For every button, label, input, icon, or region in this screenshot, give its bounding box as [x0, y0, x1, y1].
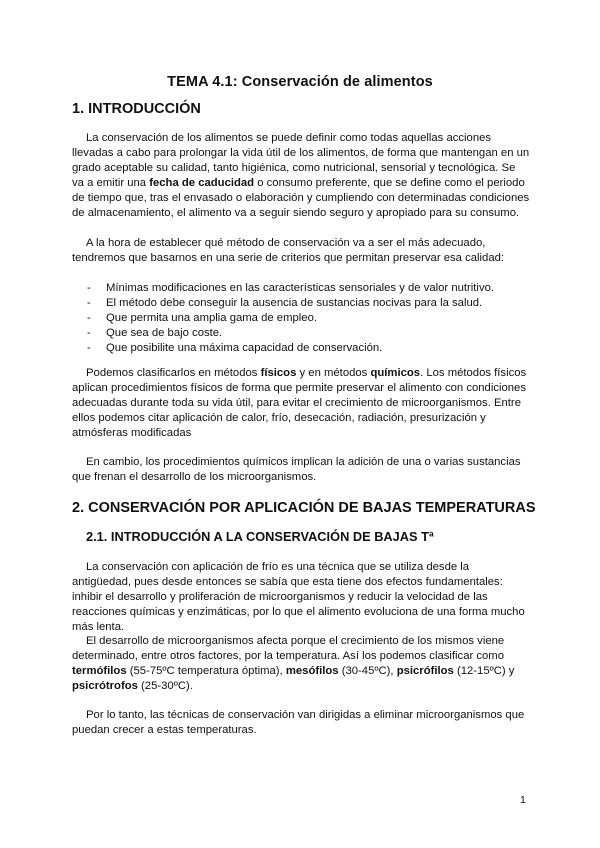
list-bullet: - [87, 311, 91, 324]
p3-text: Podemos clasificarlos en métodos [86, 367, 261, 379]
p3-text-mid: y en métodos [296, 367, 371, 379]
mesofilos-term: mesófilos [285, 664, 339, 677]
fecha-caducidad-term: fecha de caducidad [149, 176, 255, 189]
p3-text-end: . Los métodos físicos aplican procedimientos físicos de forma que permite preservar el alimento con condiciones adecuadas durante toda su vida útil, para evitar el crecimiento de microorganismos. Entre ellos podemos citar aplicación de calor, frío, desecación, radiación, presurización y atmósferas modificadas [72, 367, 527, 439]
list-bullet: - [87, 282, 91, 294]
list-item-text: Mínimas modificaciones en las características sensoriales y de valor nutritivo. [106, 282, 495, 294]
p2-text: A la hora de establecer qué método de conservación va a ser el más adecuado, tendremos que basarnos en una serie de criterios que permitan preservar esa calidad: [72, 237, 505, 264]
list-item [72, 341, 530, 356]
list-item-text: Que permita una amplia gama de empleo. [106, 311, 317, 324]
termofilos-term: termófilos [72, 664, 127, 677]
psicrotrofos-term: psicrótrofos [72, 679, 138, 692]
cold-p3-text: Por lo tanto, las técnicas de conservación van dirigidas a eliminar microorganismos que puedan crecer a estas temperaturas. [72, 709, 525, 736]
list-item [72, 281, 530, 296]
fisicos-term: físicos [260, 367, 297, 379]
section-2-heading: 2. CONSERVACIÓN POR APLICACIÓN DE BAJAS TEMPERATURAS [72, 500, 536, 516]
section-1-heading: 1. INTRODUCCIÓN [72, 101, 201, 117]
quimicos-term: químicos [370, 367, 421, 379]
chemical-paragraph [72, 455, 530, 485]
list-bullet: - [87, 326, 91, 339]
termofilos-range: (55-75ºC temperatura óptima), [126, 664, 286, 677]
list-item-text: Que sea de bajo coste. [106, 326, 223, 339]
intro-paragraph-2 [72, 236, 530, 266]
mesofilos-range: (30-45ºC), [338, 664, 397, 677]
intro-paragraph-1 [72, 131, 530, 220]
section-2-1-heading: 2.1. INTRODUCCIÓN A LA CONSERVACIÓN DE BAJAS Tª [86, 529, 434, 544]
psicrofilos-term: psicrófilos [396, 664, 454, 677]
psicrofilos-range: (12-15ºC) y [453, 664, 515, 677]
criteria-list [72, 281, 530, 356]
cold-paragraph-2 [72, 634, 530, 694]
p1-text: La conservación de los alimentos se puede definir como todas aquellas acciones llevadas a cabo para prolongar la vida útil de los alimentos, de forma que mantengan en un grado aceptable su calidad, tanto higiénica, como nutricional, sensorial y tecnológica. Se va a emitir una [72, 132, 530, 189]
page-number: 1 [520, 794, 526, 806]
cold-paragraph-1 [72, 560, 530, 635]
list-item [72, 326, 530, 341]
list-item-text: Que posibilite una máxima capacidad de conservación. [106, 341, 383, 354]
cold-paragraph-3 [72, 708, 530, 738]
list-item-text: El método debe conseguir la ausencia de sustancias nocivas para la salud. [106, 296, 483, 309]
methods-paragraph [72, 366, 530, 441]
list-item [72, 296, 530, 311]
cold-p2-text: El desarrollo de microorganismos afecta porque el crecimiento de los mismos viene determinado, entre otros factores, por la temperatura. Así los podemos clasificar como [72, 635, 505, 662]
list-bullet: - [87, 296, 91, 309]
list-bullet: - [87, 341, 91, 354]
psicrotrofos-range: (25-30ºC). [137, 679, 193, 692]
document-title: TEMA 4.1: Conservación de alimentos [167, 74, 433, 90]
cold-p1-text: La conservación con aplicación de frío es una técnica que se utiliza desde la antigüedad, pues desde entonces se sabía que esta tiene dos efectos fundamentales: inhibir el desarrollo y proliferación de microorganismos y reducir la velocidad de las reacciones químicas y enzimáticas, por lo que el alimento evoluciona de una forma mucho más lenta. [72, 561, 525, 633]
list-item [72, 311, 530, 326]
p4-text: En cambio, los procedimientos químicos implican la adición de una o varias sustancias que frenan el desarrollo de los microorganismos. [72, 456, 521, 483]
p1-text-end: o consumo preferente, que se define como el periodo de tiempo que, tras el envasado o elaboración y cumpliendo con determinadas condiciones de almacenamiento, el alimento va a seguir siendo seguro y apropiado para su consumo. [72, 176, 530, 219]
